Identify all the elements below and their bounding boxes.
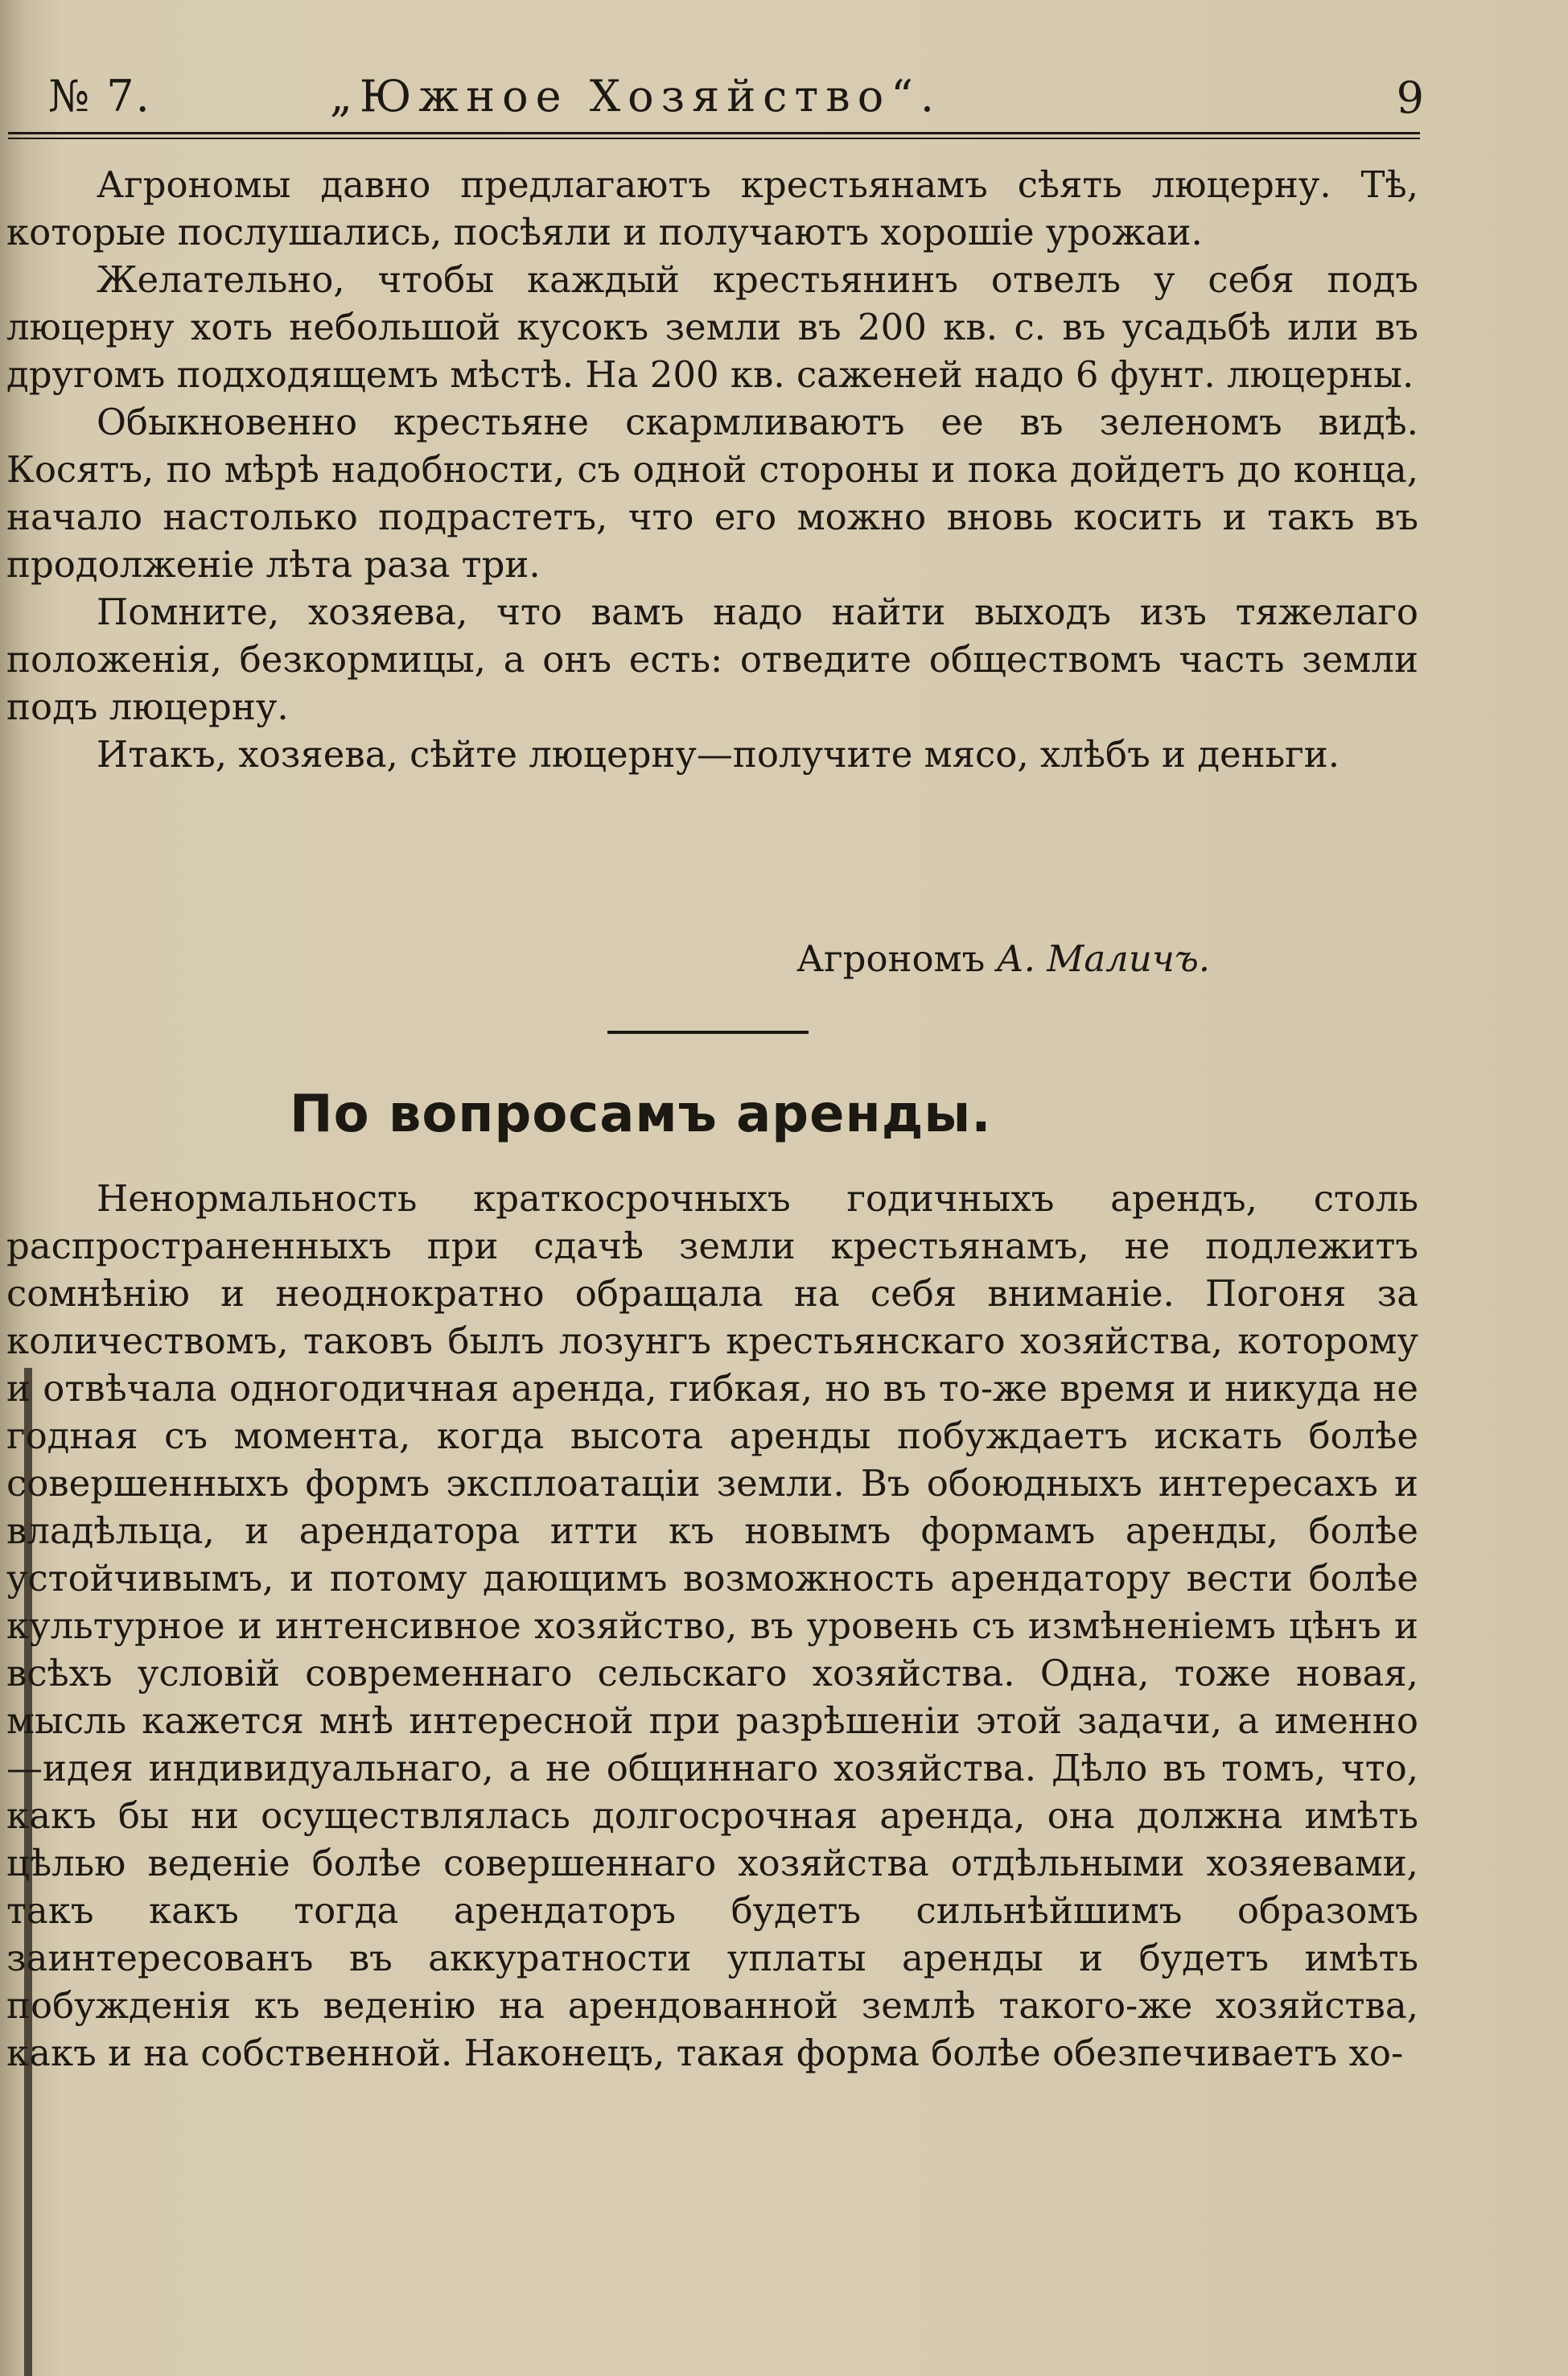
signature-name: А. Маличъ. bbox=[996, 937, 1211, 980]
article-heading: По вопросамъ аренды. bbox=[290, 1085, 992, 1144]
article-lease bbox=[6, 1175, 1418, 2077]
paragraph: Желательно, чтобы каждый крестьянинъ отвелъ у себя подъ люцерну хоть небольшой кусокъ земли въ 200 кв. с. въ усадьбѣ или въ другомъ подходящемъ мѣстѣ. На 200 кв. саженей надо 6 фунт. люцерны. bbox=[6, 258, 1418, 396]
header-rule bbox=[8, 132, 1420, 139]
section-divider bbox=[607, 1031, 809, 1034]
signature-role: Агрономъ bbox=[796, 937, 986, 980]
issue-number: № 7. bbox=[48, 71, 151, 121]
paragraph: Агрономы давно предлагаютъ крестьянамъ сѣять люцерну. Тѣ, которые послушались, посѣяли и получаютъ хорошіе урожаи. bbox=[6, 163, 1418, 253]
article-lucerne bbox=[6, 161, 1418, 778]
journal-title: „Южное Хозяйство“. bbox=[330, 71, 941, 121]
author-signature bbox=[796, 937, 1210, 980]
paragraph: Помните, хозяева, что вамъ надо найти выходъ изъ тяжелаго положенія, безкормицы, а онъ есть: отведите обществомъ часть земли подъ люцерну. bbox=[6, 591, 1418, 728]
paragraph: Обыкновенно крестьяне скармливаютъ ее въ зеленомъ видѣ. Косятъ, по мѣрѣ надобности, съ одной стороны и пока дойдетъ до конца, начало настолько подрастетъ, что его можно вновь косить и такъ въ продолженіе лѣта раза три. bbox=[6, 401, 1418, 586]
paragraph: Итакъ, хозяева, сѣйте люцерну—получите мясо, хлѣбъ и деньги. bbox=[97, 733, 1340, 776]
page-number: 9 bbox=[1396, 72, 1424, 123]
paragraph: Ненормальность краткосрочныхъ годичныхъ арендъ, столь распространенныхъ при сдачѣ земли крестьянамъ, не подлежитъ сомнѣнію и неоднократно обращала на себя вниманіе. Погоня за количествомъ, таковъ былъ лозунгъ крестьянскаго хозяйства, которому и отвѣчала одногодичная аренда, гибкая, но въ то-же время и никуда не годная съ момента, когда высота аренды побуждаетъ искать болѣе совершенныхъ формъ эксплоатаціи земли. Въ обоюдныхъ интересахъ и владѣльца, и арендатора итти къ новымъ формамъ аренды, болѣе устойчивымъ, и потому дающимъ возможность арендатору вести болѣе культурное и интенсивное хозяйство, въ уровень съ измѣненіемъ цѣнъ и всѣхъ условій современнаго сельскаго хозяйства. Одна, тоже новая, мысль кажется мнѣ интересной при разрѣшеніи этой задачи, а именно—идея индивидуальнаго, а не общиннаго хозяйства. Дѣло въ томъ, что, какъ бы ни осуществлялась долгосрочная аренда, она должна имѣть цѣлью веденіе болѣе совершеннаго хозяйства отдѣльными хозяевами, такъ какъ тогда арендаторъ будетъ сильнѣйшимъ образомъ заинтересованъ въ аккуратности уплаты аренды и будетъ имѣть побужденія къ веденію на арендованной землѣ такого-же хозяйства, какъ и на собственной. Наконецъ, такая форма болѣе обезпечиваетъ хо- bbox=[6, 1177, 1418, 2074]
